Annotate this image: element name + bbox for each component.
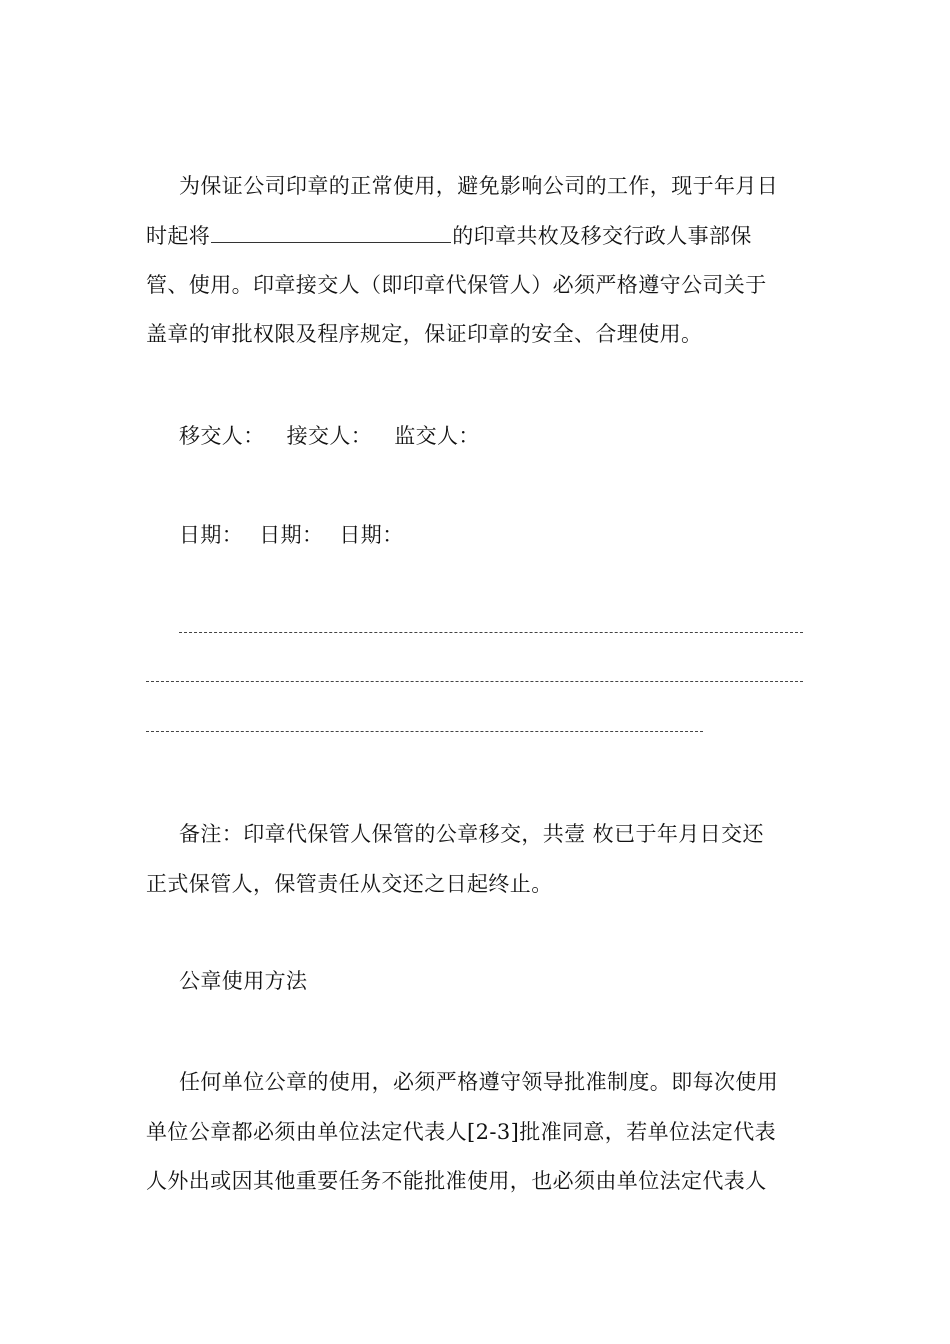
signature-line bbox=[179, 423, 480, 449]
section-heading: 公章使用方法 bbox=[179, 969, 308, 993]
date3-label: 日期： bbox=[339, 523, 404, 547]
date2-label: 日期： bbox=[259, 523, 324, 547]
dashed-separator-2 bbox=[146, 681, 803, 682]
dashed-separator-1 bbox=[179, 632, 803, 633]
document-page bbox=[146, 0, 806, 1344]
usage-line1: 任何单位公章的使用，必须严格遵守领导批准制度。即每次使用 bbox=[179, 1070, 779, 1094]
receiver-label: 接交人： bbox=[286, 424, 373, 448]
usage-line2: 单位公章都必须由单位法定代表人[2-3]批准同意，若单位法定代表 bbox=[146, 1120, 777, 1144]
dashed-separator-3 bbox=[146, 731, 703, 732]
mover-label: 移交人： bbox=[179, 424, 265, 448]
seal-name-blank bbox=[211, 224, 451, 243]
supervisor-label: 监交人： bbox=[394, 424, 480, 448]
paragraph1-line2-before: 时起将 bbox=[146, 224, 211, 248]
paragraph1-line1: 为保证公司印章的正常使用，避免影响公司的工作，现于年月日 bbox=[179, 174, 779, 198]
paragraph1-line3: 管、使用。印章接交人（即印章代保管人）必须严格遵守公司关于 bbox=[146, 273, 767, 297]
remark-line2: 正式保管人，保管责任从交还之日起终止。 bbox=[146, 872, 553, 896]
paragraph1-line2 bbox=[146, 223, 752, 249]
date-line bbox=[179, 522, 404, 548]
paragraph1-line2-after: 的印章共枚及移交行政人事部保 bbox=[452, 224, 752, 248]
usage-line3: 人外出或因其他重要任务不能批准使用，也必须由单位法定代表人 bbox=[146, 1169, 767, 1193]
paragraph1-line4: 盖章的审批权限及程序规定，保证印章的安全、合理使用。 bbox=[146, 322, 703, 346]
remark-line1: 备注：印章代保管人保管的公章移交，共壹 枚已于年月日交还 bbox=[179, 822, 764, 846]
date1-label: 日期： bbox=[179, 523, 244, 547]
